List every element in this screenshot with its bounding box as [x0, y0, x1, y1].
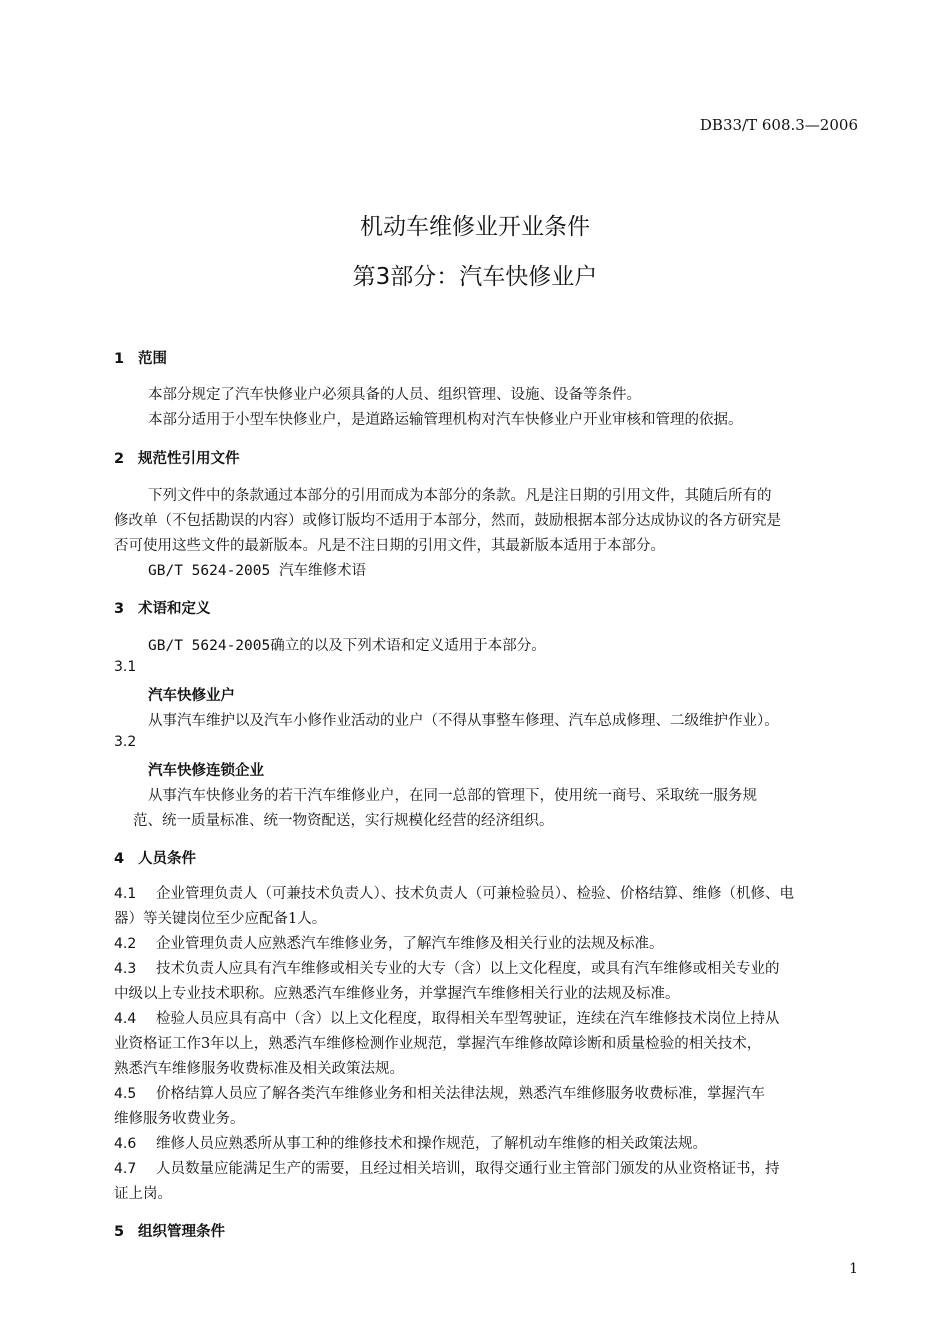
term-name: 汽车快修业户 — [148, 688, 235, 704]
clause-4-5 — [114, 1082, 765, 1103]
clause-number: 4.6 — [114, 1136, 137, 1152]
clause-text-line: 维修服务收费业务。 — [114, 1111, 245, 1127]
clause-text-line: 熟悉汽车维修服务收费标准及相关政策法规。 — [114, 1061, 404, 1077]
document-number: DB33/T 608.3—2006 — [699, 116, 858, 134]
term-definition-line: 范、统一质量标准、统一物资配送，实行规模化经营的经济组织。 — [133, 813, 554, 829]
clause-4-7 — [114, 1157, 780, 1178]
clause-text-line: 证上岗。 — [114, 1186, 172, 1202]
section-heading-2 — [114, 447, 240, 468]
paragraph: 本部分适用于小型车快修业户，是道路运输管理机构对汽车快修业户开业审核和管理的依据。 — [148, 412, 743, 428]
section-heading-5 — [114, 1220, 225, 1241]
term-number: 3.1 — [114, 659, 137, 675]
clause-number: 4.3 — [114, 961, 137, 977]
clause-text-line: 器）等关键岗位至少应配备1人。 — [114, 911, 327, 927]
clause-number: 4.5 — [114, 1086, 137, 1102]
section-title: 规范性引用文件 — [138, 451, 240, 467]
section-heading-4 — [114, 847, 196, 868]
clause-text: 技术负责人应具有汽车维修或相关专业的大专（含）以上文化程度，或具有汽车维修或相关专业的 — [156, 961, 780, 977]
clause-4-3 — [114, 957, 780, 978]
section-title: 组织管理条件 — [138, 1224, 225, 1240]
clause-text: 维修人员应熟悉所从事工种的维修技术和操作规范，了解机动车维修的相关政策法规。 — [156, 1136, 707, 1152]
section-title: 术语和定义 — [138, 601, 211, 617]
section-heading-3 — [114, 597, 211, 618]
clause-text-line: 业资格证工作3年以上，熟悉汽车维修检测作业规范，掌握汽车维修故障诊断和质量检验的相关技术， — [114, 1036, 762, 1052]
clause-text: 检验人员应具有高中（含）以上文化程度，取得相关车型驾驶证，连续在汽车维修技术岗位上持从 — [156, 1011, 780, 1027]
term-definition-line: 从事汽车快修业务的若干汽车维修业户，在同一总部的管理下，使用统一商号、采取统一服务规 — [148, 788, 757, 804]
section-title: 范围 — [138, 351, 167, 367]
paragraph-line: 下列文件中的条款通过本部分的引用而成为本部分的条款。凡是注日期的引用文件，其随后所有的 — [148, 488, 772, 504]
page-number: 1 — [849, 1261, 858, 1277]
paragraph: 本部分规定了汽车快修业户必须具备的人员、组织管理、设施、设备等条件。 — [148, 387, 641, 403]
clause-number: 4.2 — [114, 936, 137, 952]
section-number: 3 — [114, 601, 125, 617]
clause-number: 4.4 — [114, 1011, 137, 1027]
clause-text: 企业管理负责人（可兼技术负责人）、技术负责人（可兼检验员）、检验、价格结算、维修（机修、电 — [156, 886, 794, 902]
section-number: 4 — [114, 851, 125, 867]
document-title: 机动车维修业开业条件 — [360, 214, 590, 240]
clause-number: 4.1 — [114, 886, 137, 902]
clause-4-4 — [114, 1007, 780, 1028]
clause-4-6 — [114, 1132, 707, 1153]
clause-text: 企业管理负责人应熟悉汽车维修业务，了解汽车维修及相关行业的法规及标准。 — [156, 936, 664, 952]
clause-number: 4.7 — [114, 1161, 137, 1177]
clause-text: 价格结算人员应了解各类汽车维修业务和相关法律法规，熟悉汽车维修服务收费标准，掌握汽车 — [156, 1086, 765, 1102]
section-number: 2 — [114, 451, 125, 467]
section-heading-1 — [114, 347, 167, 368]
term-definition: 从事汽车维护以及汽车小修作业活动的业户（不得从事整车修理、汽车总成修理、二级维护作业）。 — [148, 713, 779, 729]
section-number: 5 — [114, 1224, 125, 1240]
document-subtitle: 第3部分：汽车快修业户 — [352, 264, 598, 290]
paragraph-line: 修改单（不包括勘误的内容）或修订版均不适用于本部分，然而，鼓励根据本部分达成协议的各方研究是 — [114, 513, 781, 529]
section-title: 人员条件 — [138, 851, 196, 867]
section-number: 1 — [114, 351, 125, 367]
clause-4-1 — [114, 882, 794, 903]
clause-4-2 — [114, 932, 664, 953]
normative-reference: GB/T 5624-2005 汽车维修术语 — [148, 563, 366, 579]
clause-text: 人员数量应能满足生产的需要，且经过相关培训，取得交通行业主管部门颁发的从业资格证书，持 — [156, 1161, 780, 1177]
clause-text-line: 中级以上专业技术职称。应熟悉汽车维修业务，并掌握汽车维修相关行业的法规及标准。 — [114, 986, 680, 1002]
term-number: 3.2 — [114, 734, 137, 750]
paragraph-line: 否可使用这些文件的最新版本。凡是不注日期的引用文件，其最新版本适用于本部分。 — [114, 538, 665, 554]
term-name: 汽车快修连锁企业 — [148, 763, 264, 779]
paragraph: GB/T 5624-2005确立的以及下列术语和定义适用于本部分。 — [148, 638, 546, 654]
